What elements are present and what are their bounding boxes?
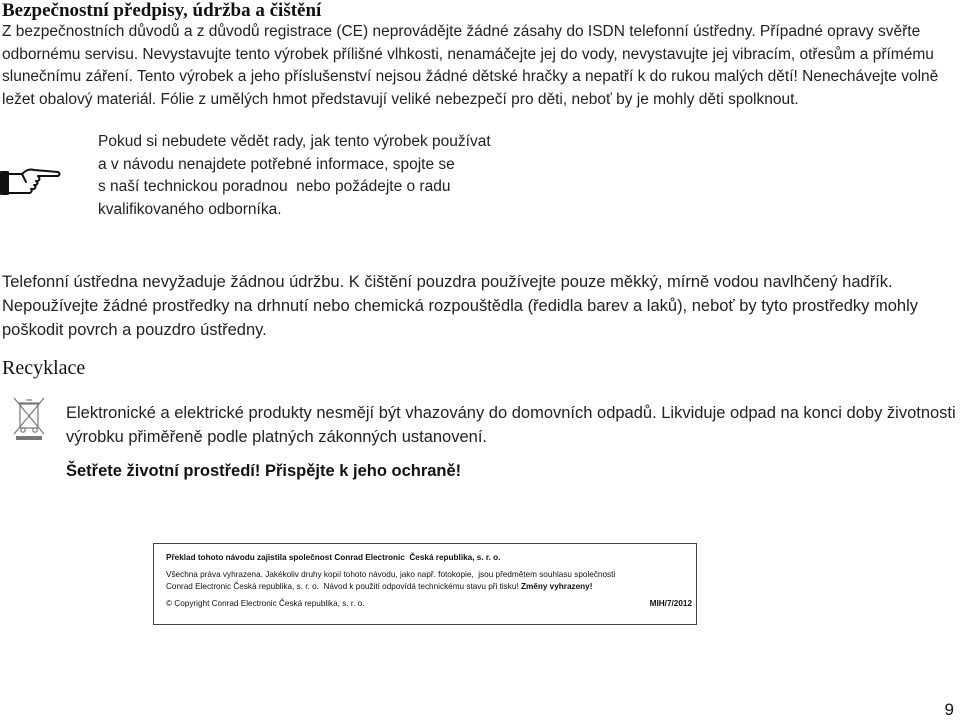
help-note-line: s naší technickou poradnou nebo požádejte o radu bbox=[98, 178, 451, 195]
care-paragraph: Telefonní ústředna nevyžaduje žádnou údržbu. K čištění pouzdra používejte pouze měkký, mírně vodou navlhčený hadřík. Nepoužívejte žádné prostředky na drhnutí nebo chemická rozpouštědla (ředidla barev a laků), neboť by tyto prostředky mohly poškodit povrch a pouzdro ústředny. bbox=[2, 273, 919, 339]
imprint-code: MIH/7/2012 bbox=[649, 599, 692, 608]
safety-paragraph: Z bezpečnostních důvodů a z důvodů registrace (CE) neprovádějte žádné zásahy do ISDN telefonní ústředny. Případné opravy svěřte odbornému servisu. Nevystavujte tento výrobek přílišné vlhkosti, nenamáčejte jej do vody, nevystavujte jej vibracím, otřesům a přímému slunečnímu záření. Tento výrobek a jeho příslušenství nejsou žádné dětské hračky a nepatří k do rukou malých dětí! Nenechávejte volně ležet obalový materiál. Fólie z umělých hmot představují veliké nebezpečí pro děti, neboť by je mohly děti spolknout. bbox=[2, 23, 939, 108]
imprint-title: Překlad tohoto návodu zajistila společnost Conrad Electronic Česká republika, s. r. o. bbox=[166, 553, 501, 562]
help-note bbox=[98, 131, 578, 221]
imprint-rights-line: Všechna práva vyhrazena. Jakékoliv druhy kopií tohoto návodu, jako např. fotokopie, jsou předmětem souhlasu společnosti bbox=[166, 570, 616, 579]
help-note-line: kvalifikovaného odborníka. bbox=[98, 200, 282, 218]
imprint-rights bbox=[166, 569, 686, 593]
imprint-rights-line2 bbox=[166, 581, 686, 593]
recycling-heading: Recyklace bbox=[2, 357, 86, 379]
environment-slogan: Šetřete životní prostředí! Přispějte k jeho ochraně! bbox=[66, 462, 462, 480]
crossed-out-bin-icon bbox=[8, 390, 52, 442]
help-note-line: Pokud si nebudete vědět rady, jak tento výrobek používat bbox=[98, 133, 491, 150]
imprint-footer bbox=[166, 599, 692, 608]
imprint-rights-text: Conrad Electronic Česká republika, s. r. o. Návod k použití odpovídá technickému stavu při tisku! bbox=[166, 582, 519, 591]
safety-heading: Bezpečnostní předpisy, údržba a čištění bbox=[2, 0, 322, 21]
imprint-rights-bold: Změny vyhrazeny! bbox=[520, 582, 593, 591]
pointing-hand-icon bbox=[0, 162, 62, 202]
imprint-box bbox=[153, 543, 697, 625]
imprint-copyright: © Copyright Conrad Electronic Česká republika, s. r. o. bbox=[166, 599, 365, 608]
recycling-paragraph: Elektronické a elektrické produkty nesmějí být vhazovány do domovních odpadů. Likviduje odpad na konci doby životnosti výrobku přiměřeně podle platných zákonných ustanovení. bbox=[66, 404, 956, 446]
help-note-line: a v návodu nenajdete potřebné informace, spojte se bbox=[98, 155, 455, 173]
page-number: 9 bbox=[944, 700, 954, 719]
